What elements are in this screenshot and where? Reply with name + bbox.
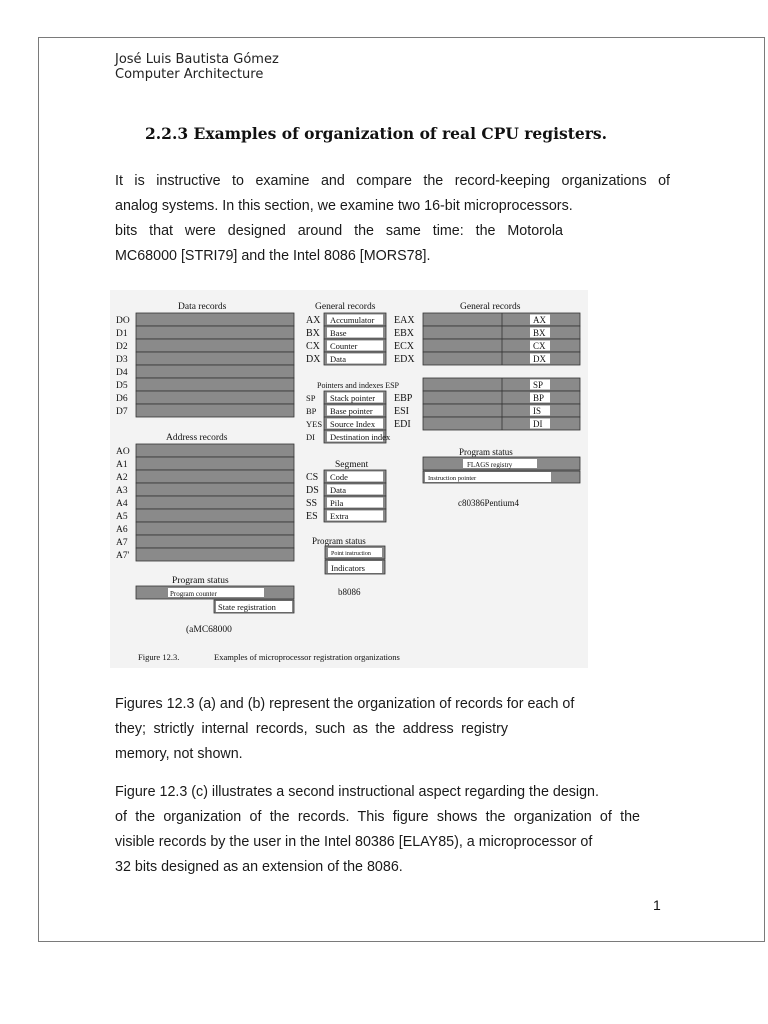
mc68000-data-title: Data records xyxy=(178,302,227,312)
data-register-cell xyxy=(136,404,294,417)
address-register-name: A2 xyxy=(116,473,128,483)
header-author: José Luis Bautista Gómez xyxy=(115,52,279,67)
data-register-cell xyxy=(136,326,294,339)
address-register-cell xyxy=(136,444,294,457)
address-register-cell xyxy=(136,535,294,548)
page-number: 1 xyxy=(653,897,661,913)
i8086-general-register-name: DX xyxy=(306,354,321,365)
data-register-name: D6 xyxy=(116,394,128,404)
i80386-general-register-cell xyxy=(423,326,580,339)
i8086-pointer-register-label: Stack pointer xyxy=(330,393,376,403)
i8086-segment-title: Segment xyxy=(335,460,369,470)
intro-paragraph xyxy=(115,169,670,269)
i80386-general-register-name: EDX xyxy=(394,354,415,365)
i80386-general-register-name: ECX xyxy=(394,341,414,352)
data-register-name: D3 xyxy=(116,355,128,365)
i8086-pointer-register-name: YES xyxy=(306,419,323,429)
i80386-pointer-register-label: IS xyxy=(533,406,542,416)
figure-register-organizations xyxy=(110,290,588,668)
section-title: 2.2.3 Examples of organization of real CPU registers. xyxy=(145,124,608,143)
address-register-cell xyxy=(136,548,294,561)
i8086-pointers-title: Pointers and indexes ESP xyxy=(317,381,399,390)
i80386-pointer-register-label: DI xyxy=(533,419,543,429)
mc68000-address-title: Address records xyxy=(166,433,228,443)
i8086-segment-register-name: CS xyxy=(306,472,319,483)
header-course: Computer Architecture xyxy=(115,67,264,82)
i80386-caption: c80386Pentium4 xyxy=(458,498,519,508)
i8086-pointer-register-label: Base pointer xyxy=(330,406,373,416)
address-register-name: A3 xyxy=(116,486,128,496)
i8086-segment-register-name: ES xyxy=(306,511,318,522)
mc68000-status-title: Program status xyxy=(172,576,229,586)
data-register-cell xyxy=(136,391,294,404)
i80386-general-register-label: AX xyxy=(533,315,546,325)
i80386-general-title: General records xyxy=(460,302,521,312)
address-register-cell xyxy=(136,509,294,522)
para2-line: memory, not shown. xyxy=(115,746,243,762)
intro-line: bits that were designed around the same time: the Motorola xyxy=(115,223,563,239)
i80386-status-title: Program status xyxy=(459,447,513,457)
i80386-general-register-label: CX xyxy=(533,341,546,351)
i80386-general-register-name: EAX xyxy=(394,315,415,326)
data-register-name: D7 xyxy=(116,407,128,417)
data-register-name: D1 xyxy=(116,329,128,339)
address-register-name: A4 xyxy=(116,499,128,509)
address-register-cell xyxy=(136,483,294,496)
i80386-pointer-register-name: EDI xyxy=(394,419,411,430)
i8086-segment-register-label: Data xyxy=(330,485,347,495)
indicators-label: Indicators xyxy=(331,563,365,573)
para3-line: of the organization of the records. This figure shows the organization of the xyxy=(115,809,640,825)
i8086-segment-register-label: Pila xyxy=(330,498,344,508)
i80386-general-register-name: EBX xyxy=(394,328,414,339)
para3-line: 32 bits designed as an extension of the 8086. xyxy=(115,859,403,875)
data-register-name: DO xyxy=(116,316,130,326)
i8086-general-register-label: Base xyxy=(330,328,347,338)
data-register-cell xyxy=(136,352,294,365)
address-register-name: AO xyxy=(116,447,130,457)
para3-line: visible records by the user in the Intel 80386 [ELAY85), a microprocessor of xyxy=(115,834,593,850)
i8086-pointer-register-name: SP xyxy=(306,393,316,403)
para2-line: they; strictly internal records, such as the address registry xyxy=(115,721,508,737)
i80386-pointer-register-cell xyxy=(423,404,580,417)
i80386-pointer-register-name: EBP xyxy=(394,393,413,404)
i8086-general-register-name: BX xyxy=(306,328,320,339)
i80386-general-register-label: DX xyxy=(533,354,546,364)
i8086-caption: b8086 xyxy=(338,587,361,597)
i80386-pointer-register-cell xyxy=(423,391,580,404)
para3-line: Figure 12.3 (c) illustrates a second instructional aspect regarding the design. xyxy=(115,784,599,800)
i80386-general-register-label: BX xyxy=(533,328,546,338)
state-register-label: State registration xyxy=(218,602,276,612)
i8086-segment-register-label: Code xyxy=(330,472,348,482)
flags-label: FLAGS registry xyxy=(467,461,513,469)
point-instruction-label: Point instruction xyxy=(331,551,371,557)
i8086-segment-register-label: Extra xyxy=(330,511,349,521)
para2-line: Figures 12.3 (a) and (b) represent the organization of records for each of xyxy=(115,696,575,712)
i8086-pointer-register-label: Source Index xyxy=(330,419,376,429)
i8086-general-register-label: Counter xyxy=(330,341,358,351)
data-register-cell xyxy=(136,339,294,352)
i8086-segment-register-name: DS xyxy=(306,485,319,496)
i80386-pointer-register-label: SP xyxy=(533,380,544,390)
address-register-name: A6 xyxy=(116,525,128,535)
i80386-pointer-register-label: BP xyxy=(533,393,545,403)
intro-line: It is instructive to examine and compare the record-keeping organizations of xyxy=(115,173,670,189)
i80386-general-register-cell xyxy=(423,352,580,365)
data-register-name: D4 xyxy=(116,368,128,378)
data-register-cell xyxy=(136,365,294,378)
address-register-cell xyxy=(136,470,294,483)
figure-caption: Examples of microprocessor registration organizations xyxy=(214,652,400,662)
i8086-pointer-register-name: BP xyxy=(306,406,317,416)
figure-diagram xyxy=(110,290,588,668)
i8086-segment-register-name: SS xyxy=(306,498,318,509)
mc68000-caption: (aMC68000 xyxy=(186,625,232,635)
data-register-name: D5 xyxy=(116,381,128,391)
address-register-cell xyxy=(136,496,294,509)
paragraph-3 xyxy=(115,780,670,880)
i80386-pointer-register-cell xyxy=(423,417,580,430)
i8086-general-register-label: Data xyxy=(330,354,347,364)
i80386-pointer-register-name: ESI xyxy=(394,406,409,417)
i8086-general-register-name: CX xyxy=(306,341,320,352)
address-register-name: A5 xyxy=(116,512,128,522)
i80386-pointer-register-cell xyxy=(423,378,580,391)
i8086-pointer-register-name: DI xyxy=(306,432,315,442)
instruction-pointer-label: Instruction pointer xyxy=(428,475,477,482)
address-register-cell xyxy=(136,522,294,535)
i8086-general-title: General records xyxy=(315,302,376,312)
address-register-cell xyxy=(136,457,294,470)
i80386-general-register-cell xyxy=(423,339,580,352)
i8086-general-register-name: AX xyxy=(306,315,321,326)
intro-line: MC68000 [STRI79] and the Intel 8086 [MORS78]. xyxy=(115,248,431,264)
intro-line: analog systems. In this section, we examine two 16-bit microprocessors. xyxy=(115,198,573,214)
figure-label: Figure 12.3. xyxy=(138,652,180,662)
address-register-name: A1 xyxy=(116,460,128,470)
i8086-status-title: Program status xyxy=(312,536,366,546)
paragraph-2 xyxy=(115,692,670,767)
data-register-cell xyxy=(136,313,294,326)
i80386-general-register-cell xyxy=(423,313,580,326)
program-counter-label: Program counter xyxy=(170,590,217,598)
address-register-name: A7 xyxy=(116,538,128,548)
address-register-name: A7' xyxy=(116,551,130,561)
i8086-general-register-label: Accumulator xyxy=(330,315,375,325)
i8086-pointer-register-label: Destination index xyxy=(330,432,391,442)
data-register-cell xyxy=(136,378,294,391)
data-register-name: D2 xyxy=(116,342,128,352)
